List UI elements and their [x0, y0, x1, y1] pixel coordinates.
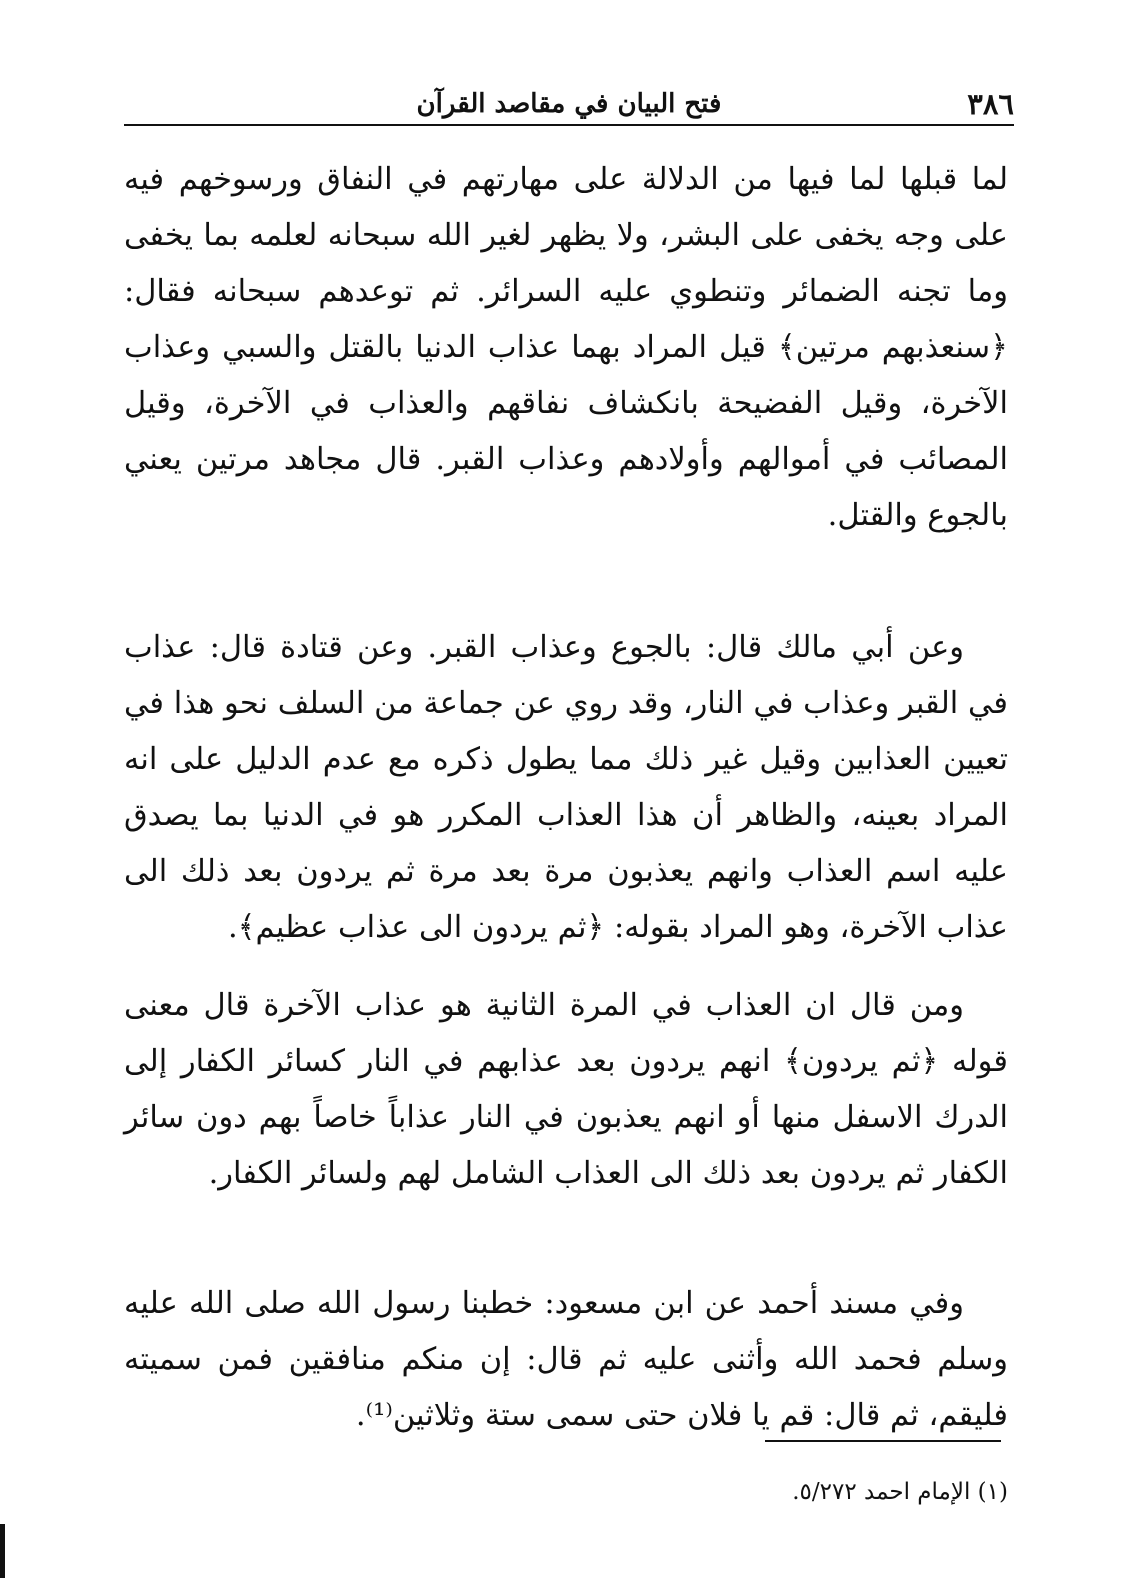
binding-edge-mark — [0, 1524, 5, 1578]
page-number: ٣٨٦ — [967, 87, 1014, 121]
paragraph-4: وفي مسند أحمد عن ابن مسعود: خطبنا رسول الله صلى الله عليه وسلم فحمد الله وأثنى عليه ثم قال: إن منكم منافقين فمن سميته فليقم، ثم قال: قم يا فلان حتى سمى ستة وثلاثين⁽¹⁾. — [124, 1286, 1008, 1433]
paragraph-2: وعن أبي مالك قال: بالجوع وعذاب القبر. وعن قتادة قال: عذاب في القبر وعذاب في النار، وقد روي عن جماعة من السلف نحو هذا في تعيين العذابين وقيل غير ذلك مما يطول ذكره مع عدم الدليل على انه المراد بعينه، والظاهر أن هذا العذاب المكرر هو في الدنيا بما يصدق عليه اسم العذاب وانهم يعذبون مرة بعد مرة ثم يردون بعد ذلك الى عذاب الآخرة، وهو المراد بقوله: ﴿ثم يردون الى عذاب عظيم﴾. — [124, 630, 1008, 945]
header-rule — [124, 124, 1014, 126]
running-title: فتح البيان في مقاصد القرآن — [416, 89, 722, 119]
footnote-rule — [765, 1440, 1001, 1442]
page-header — [124, 78, 1014, 126]
paragraph-1: لما قبلها لما فيها من الدلالة على مهارتهم في النفاق ورسوخهم فيه على وجه يخفى على البشر، ولا يظهر لغير الله سبحانه لعلمه بما يخفى وما تجنه الضمائر وتنطوي عليه السرائر. ثم توعدهم سبحانه فقال: ﴿سنعذبهم مرتين﴾ قيل المراد بهما عذاب الدنيا بالقتل والسبي وعذاب الآخرة، وقيل الفضيحة بانكشاف نفاقهم والعذاب في الآخرة، وقيل المصائب في أموالهم وأولادهم وعذاب القبر. قال مجاهد مرتين يعني بالجوع والقتل. — [124, 162, 1008, 533]
paragraph-3: ومن قال ان العذاب في المرة الثانية هو عذاب الآخرة قال معنى قوله ﴿ثم يردون﴾ انهم يردون بعد عذابهم في النار كسائر الكفار إلى الدرك الاسفل منها أو انهم يعذبون في النار عذاباً خاصاً بهم دون سائر الكفار ثم يردون بعد ذلك الى العذاب الشامل لهم ولسائر الكفار. — [124, 988, 1008, 1191]
footnote: (١) الإمام احمد ٥/٢٧٢. — [792, 1479, 1008, 1505]
body-text — [124, 152, 1008, 1444]
